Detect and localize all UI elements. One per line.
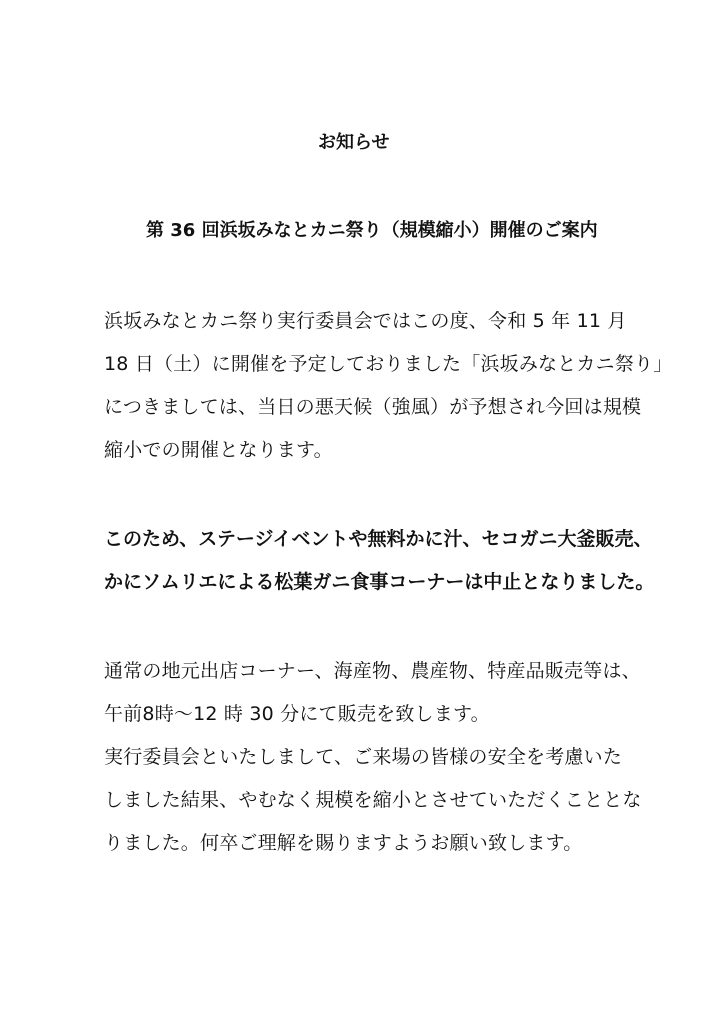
notice-label: お知らせ: [318, 132, 390, 153]
paragraph-line-bold: かにソムリエによる松葉ガニ食事コーナーは中止となりました。: [104, 571, 655, 593]
paragraph-line: りました。何卒ご理解を賜りますようお願い致します。: [104, 832, 583, 854]
paragraph-line-bold: このため、ステージイベントや無料かに汁、セコガニ大釜販売、: [104, 528, 653, 550]
paragraph-line: 午前8時～12 時 30 分にて販売を致します。: [104, 703, 490, 725]
paragraph-line: しました結果、やむなく規模を縮小とさせていただくこととな: [104, 789, 642, 811]
paragraph-line: につきましては、当日の悪天候（強風）が予想され今回は規模: [104, 396, 642, 418]
paragraph-line: 通常の地元出店コーナー、海産物、農産物、特産品販売等は、: [104, 660, 641, 682]
paragraph-line: 浜坂みなとカニ祭り実行委員会ではこの度、令和 5 年 11 月: [104, 310, 627, 332]
paragraph-line: 18 日（土）に開催を予定しておりました「浜坂みなとカニ祭り」: [104, 353, 673, 375]
notice-title: 第 36 回浜坂みなとカニ祭り（規模縮小）開催のご案内: [146, 220, 598, 241]
paragraph-line: 縮小での開催となります。: [104, 439, 333, 461]
paragraph-line: 実行委員会といたしまして、ご来場の皆様の安全を考慮いた: [104, 746, 623, 768]
